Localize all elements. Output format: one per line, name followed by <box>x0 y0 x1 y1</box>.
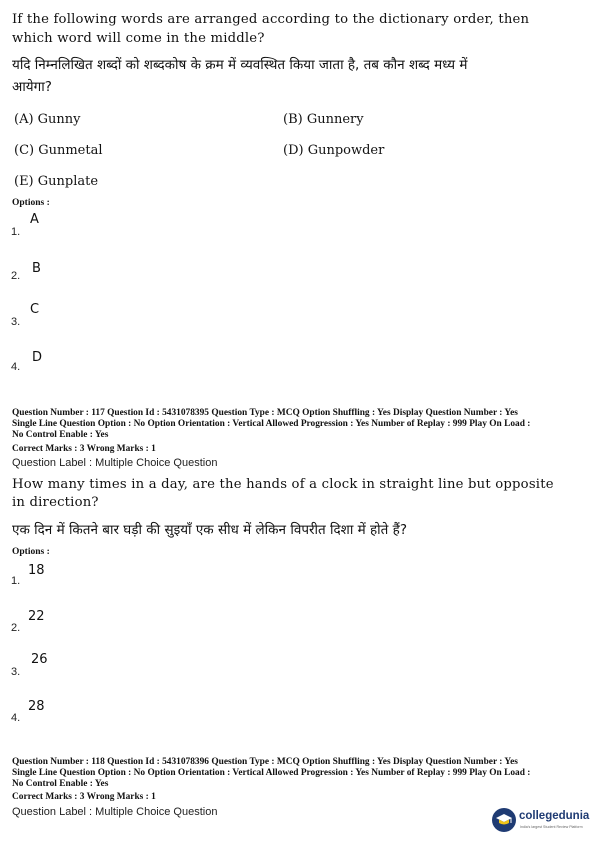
option-number: 3. <box>11 316 21 328</box>
option-number: 4. <box>11 712 21 724</box>
option-value: C <box>30 302 40 317</box>
question-text-en-line-2: in direction? <box>12 495 99 510</box>
option-number: 2. <box>11 270 21 282</box>
choice-c: (C) Gunmetal <box>14 143 103 158</box>
choice-d: (D) Gunpowder <box>283 143 385 158</box>
question-text-en-line-1: If the following words are arranged according to the dictionary order, then <box>12 12 530 27</box>
question-meta-line-3: No Control Enable : Yes <box>12 430 109 440</box>
option-value: 28 <box>28 699 45 714</box>
option-value: A <box>30 212 39 227</box>
marks-info: Correct Marks : 3 Wrong Marks : 1 <box>12 792 156 802</box>
question-text-en-line-2: which word will come in the middle? <box>12 31 265 46</box>
option-value: 26 <box>31 652 48 667</box>
choice-b: (B) Gunnery <box>283 112 364 127</box>
question-meta-line-1: Question Number : 118 Question Id : 5431078396 Question Type : MCQ Option Shuffling : Yes Display Question Number : Yes <box>12 757 518 767</box>
graduation-cap-icon <box>492 808 516 832</box>
option-value: D <box>32 350 43 365</box>
brand-name: collegedunia <box>519 810 590 822</box>
question-meta-line-3: No Control Enable : Yes <box>12 779 109 789</box>
choice-a: (A) Gunny <box>14 112 81 127</box>
question-text-hi-line-1: एक दिन में कितने बार घड़ी की सुइयाँ एक सीध में लेकिन विपरीत दिशा में होते हैं? <box>12 522 407 538</box>
option-number: 2. <box>11 622 21 634</box>
marks-info: Correct Marks : 3 Wrong Marks : 1 <box>12 444 156 454</box>
collegedunia-watermark <box>492 805 592 837</box>
option-number: 1. <box>11 226 21 238</box>
question-meta-line-2: Single Line Question Option : No Option Orientation : Vertical Allowed Progression : Yes Number of Replay : 999 Play On Load : <box>12 419 531 429</box>
option-number: 1. <box>11 575 21 587</box>
question-text-hi-line-2: आयेगा? <box>12 79 52 95</box>
brand-tagline: India's largest Student Review Platform <box>520 825 583 829</box>
options-heading: Options : <box>12 547 50 557</box>
option-value: 22 <box>28 609 45 624</box>
question-text-hi-line-1: यदि निम्नलिखित शब्दों को शब्दकोष के क्रम में व्यवस्थित किया जाता है, तब कौन शब्द मध्य में <box>12 57 468 73</box>
option-number: 4. <box>11 361 21 373</box>
options-heading: Options : <box>12 198 50 208</box>
question-meta-line-1: Question Number : 117 Question Id : 5431078395 Question Type : MCQ Option Shuffling : Yes Display Question Number : Yes <box>12 408 518 418</box>
option-value: 18 <box>28 563 45 578</box>
option-value: B <box>32 261 41 276</box>
question-text-en-line-1: How many times in a day, are the hands of a clock in straight line but opposite <box>12 477 554 492</box>
choice-e: (E) Gunplate <box>14 174 99 189</box>
question-label: Question Label : Multiple Choice Question <box>12 457 218 469</box>
question-label: Question Label : Multiple Choice Question <box>12 806 218 818</box>
option-number: 3. <box>11 666 21 678</box>
question-meta-line-2: Single Line Question Option : No Option Orientation : Vertical Allowed Progression : Yes Number of Replay : 999 Play On Load : <box>12 768 531 778</box>
